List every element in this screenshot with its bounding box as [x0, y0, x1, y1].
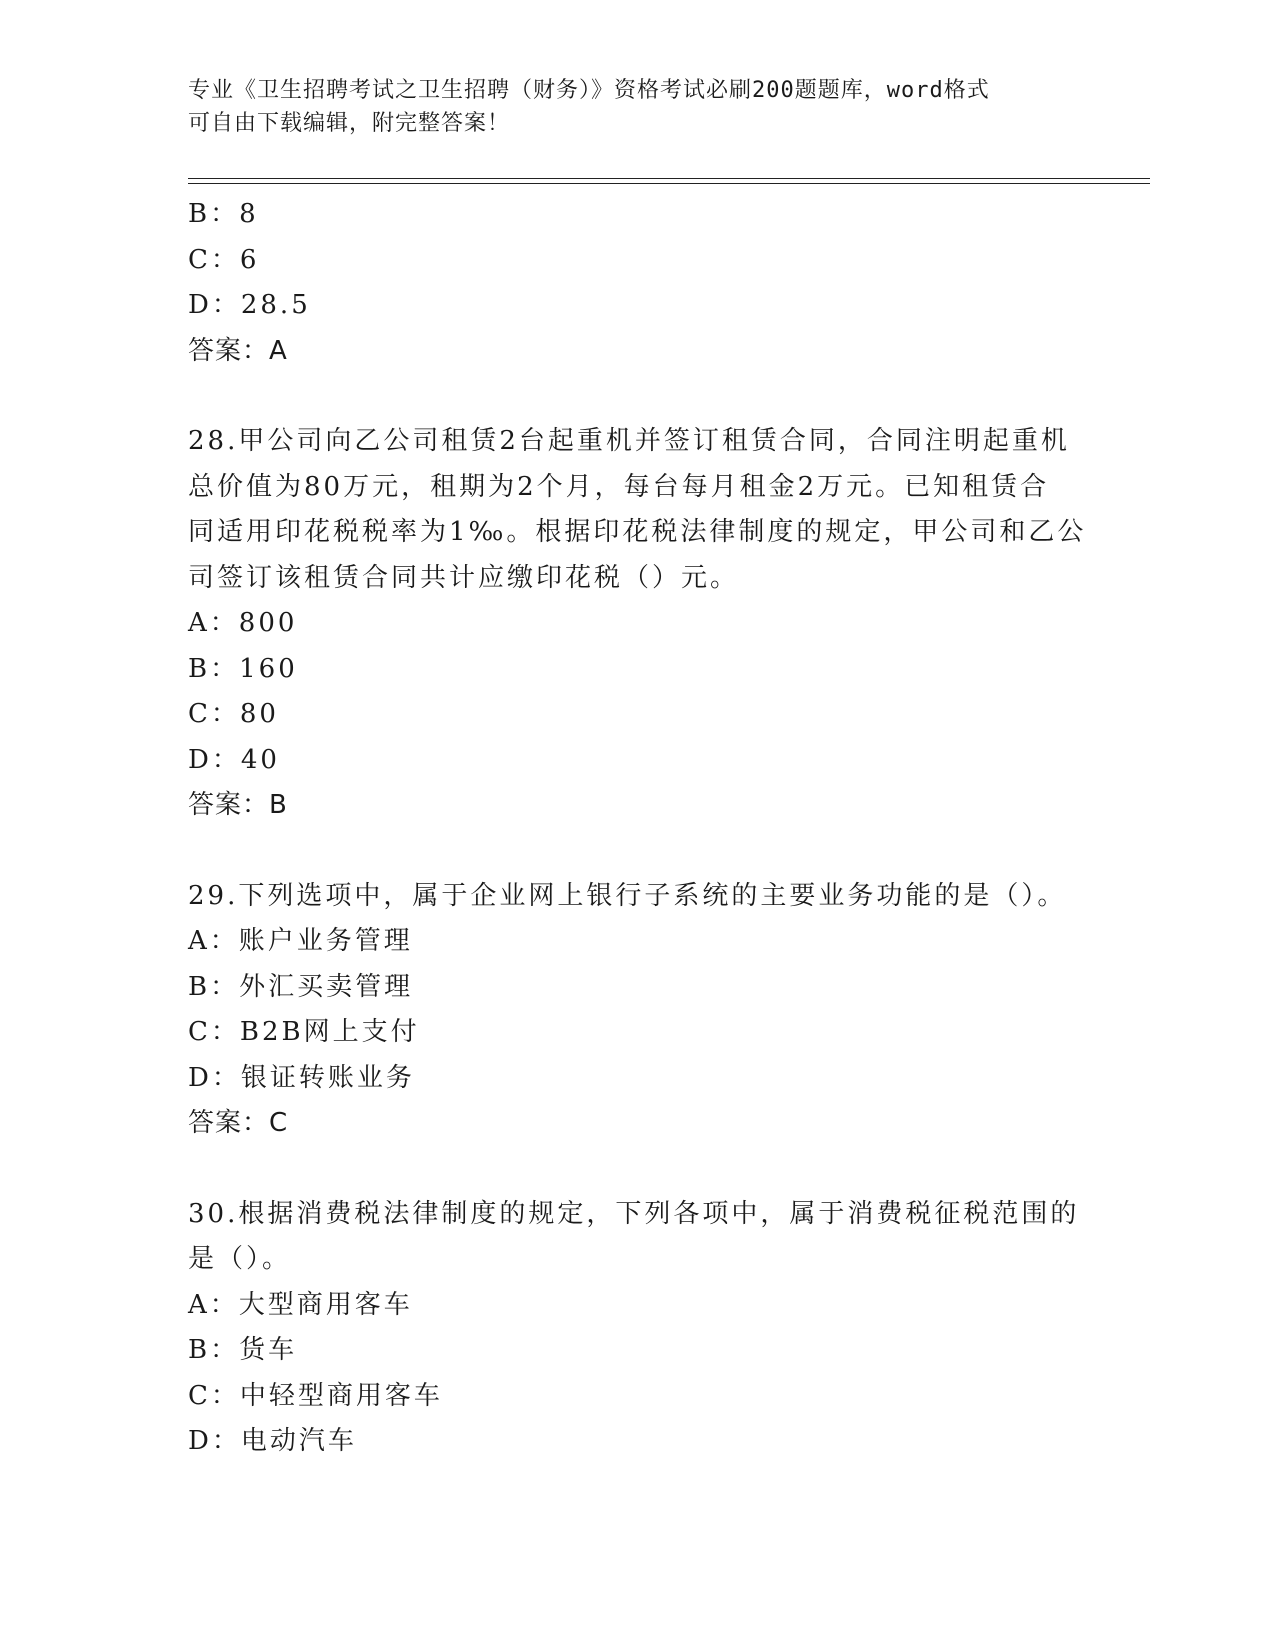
question-stem-line: 30.根据消费税法律制度的规定，下列各项中，属于消费税征税范围的 [188, 1198, 1080, 1229]
question-stem-line: 总价值为80万元，租期为2个月，每台每月租金2万元。已知租赁合 [188, 471, 1050, 502]
option-d: D：28.5 [188, 290, 311, 320]
spacer [188, 374, 1088, 419]
answer: 答案：A [188, 335, 288, 366]
header-divider-top [188, 178, 1150, 179]
option-c: C：B2B网上支付 [188, 1017, 420, 1047]
answer: 答案：C [188, 1108, 289, 1138]
spacer [188, 1147, 1088, 1192]
option-b: B：160 [188, 653, 298, 684]
question-29 [188, 874, 1088, 1147]
question-stem-line: 同适用印花税税率为1‰。根据印花税法律制度的规定，甲公司和乙公 [188, 517, 1087, 547]
question-content [188, 192, 1088, 1465]
option-a: A：800 [188, 608, 298, 638]
question-stem-line: 29.下列选项中，属于企业网上银行子系统的主要业务功能的是（）。 [188, 880, 1067, 911]
option-b: B：货车 [188, 1335, 298, 1365]
question-stem-line: 是（）。 [188, 1244, 292, 1274]
option-a: A：账户业务管理 [188, 926, 413, 956]
option-a: A：大型商用客车 [188, 1289, 413, 1320]
option-d: D：40 [188, 744, 280, 775]
answer: 答案：B [188, 790, 288, 820]
question-stem-line: 司签订该租赁合同共计应缴印花税（）元。 [188, 562, 740, 593]
question-30 [188, 1192, 1088, 1465]
option-b: B：8 [188, 199, 259, 229]
option-c: C：80 [188, 699, 279, 729]
spacer [188, 829, 1088, 874]
option-c: C：中轻型商用客车 [188, 1380, 443, 1411]
header-line-1: 专业《卫生招聘考试之卫生招聘（财务）》资格考试必刷200题题库，word格式 [188, 78, 990, 103]
option-d: D：电动汽车 [188, 1426, 357, 1456]
question-27-tail [188, 192, 1088, 374]
option-c: C：6 [188, 244, 260, 275]
header-line-2: 可自由下载编辑，附完整答案！ [188, 111, 511, 136]
option-d: D：银证转账业务 [188, 1062, 415, 1093]
option-b: B：外汇买卖管理 [188, 971, 414, 1002]
question-stem-line: 28.甲公司向乙公司租赁2台起重机并签订租赁合同，合同注明起重机 [188, 426, 1070, 456]
question-28 [188, 419, 1088, 829]
header-divider-bottom [188, 183, 1150, 184]
page-header [188, 74, 1088, 140]
